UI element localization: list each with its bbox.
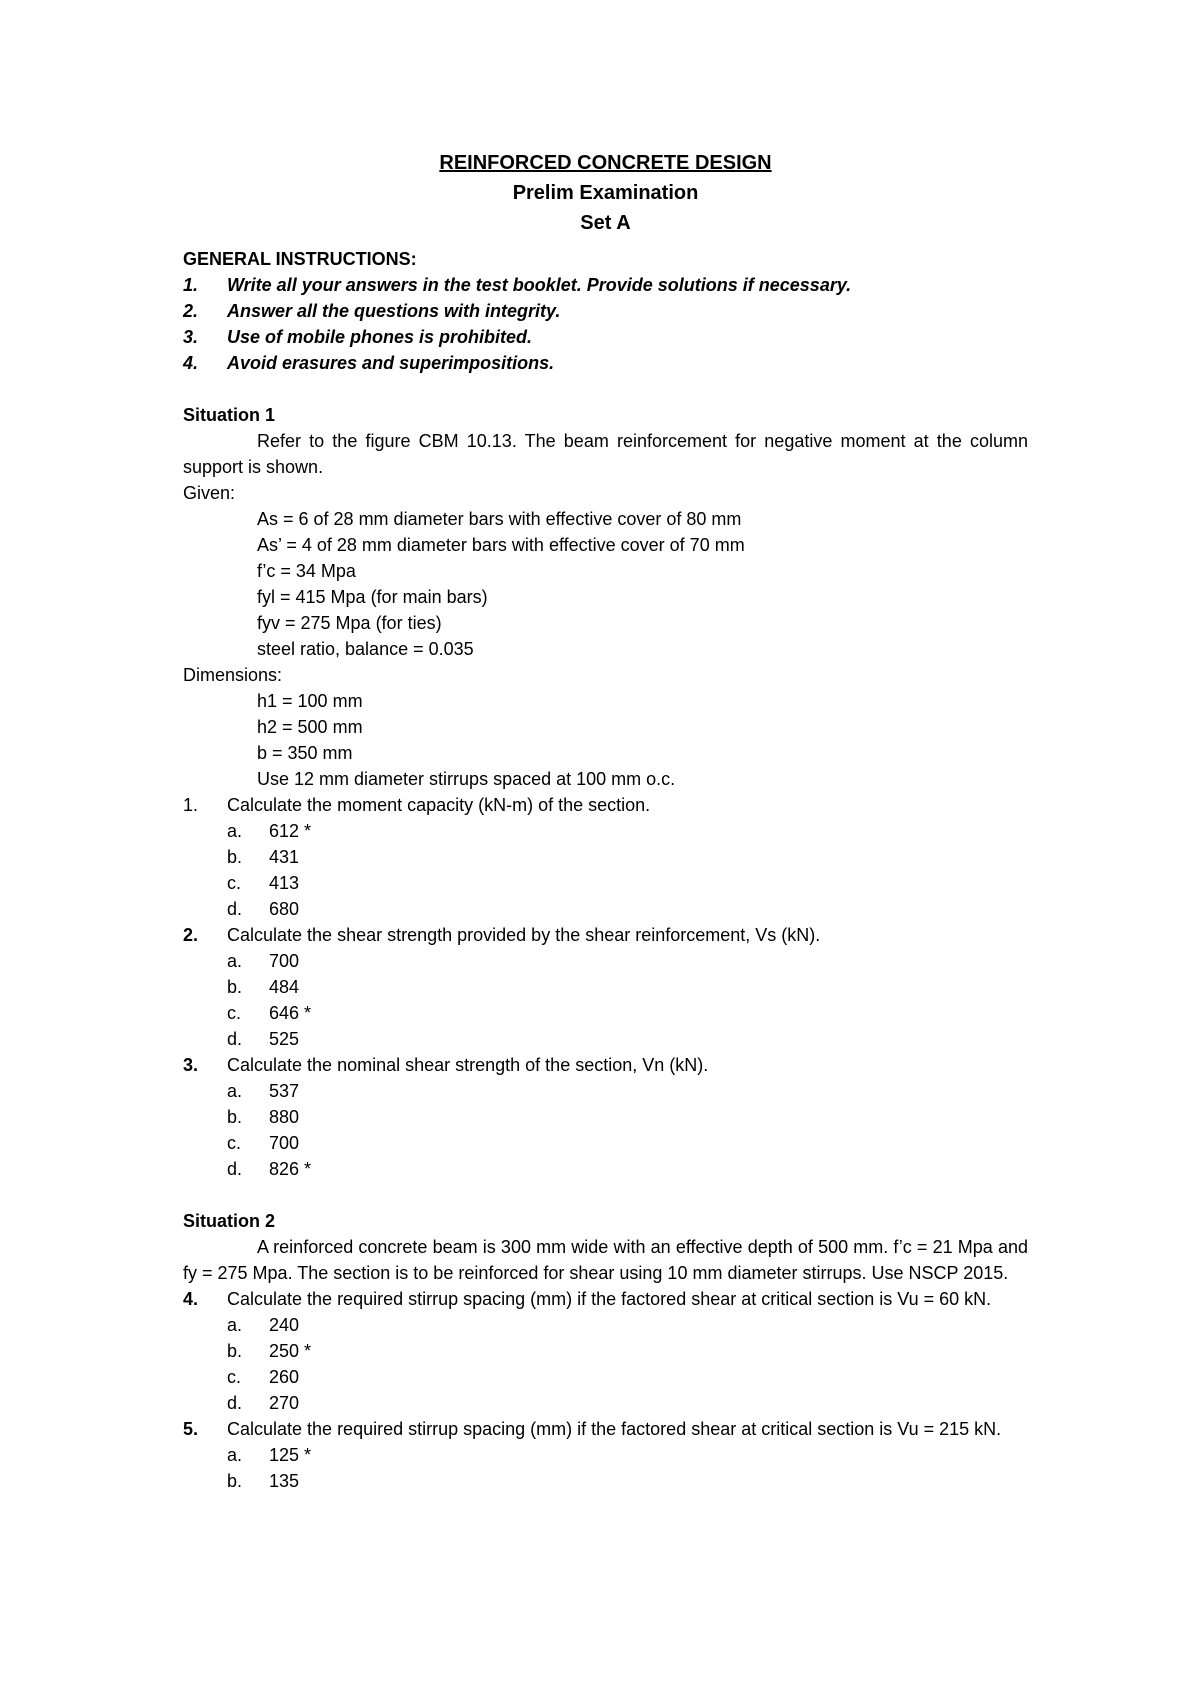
answer-option: b. 431: [227, 847, 300, 867]
answer-option: d. 525: [227, 1029, 300, 1049]
answer-option: a. 125 *: [227, 1445, 312, 1465]
exam-subtitle: Prelim Examination: [512, 182, 699, 204]
situation-1-heading: Situation 1: [183, 405, 276, 425]
answer-option: b. 135: [227, 1471, 300, 1491]
answer-option: d. 270: [227, 1393, 300, 1413]
dimension-item: b = 350 mm: [257, 743, 353, 763]
answer-option: b. 484: [227, 977, 300, 997]
instruction-item: 3. Use of mobile phones is prohibited.: [183, 327, 533, 347]
given-item: fyv = 275 Mpa (for ties): [257, 613, 442, 633]
document-title: REINFORCED CONCRETE DESIGN: [439, 152, 772, 174]
exam-page: [183, 148, 1028, 1494]
given-item: As’ = 4 of 28 mm diameter bars with effective cover of 70 mm: [257, 535, 745, 555]
question-2: 2. Calculate the shear strength provided by the shear reinforcement, Vs (kN).: [183, 925, 821, 945]
instructions-heading: GENERAL INSTRUCTIONS:: [183, 249, 417, 269]
answer-option: b. 250 *: [227, 1341, 312, 1361]
answer-option: c. 700: [227, 1133, 300, 1153]
answer-option: a. 700: [227, 951, 300, 971]
given-item: f’c = 34 Mpa: [257, 561, 356, 581]
dimension-item: h2 = 500 mm: [257, 717, 363, 737]
exam-set: Set A: [580, 212, 631, 234]
answer-option: a. 240: [227, 1315, 300, 1335]
answer-option: d. 680: [227, 899, 300, 919]
given-label: Given:: [183, 483, 236, 503]
given-item: fyl = 415 Mpa (for main bars): [257, 587, 488, 607]
answer-option: c. 413: [227, 873, 300, 893]
dimensions-label: Dimensions:: [183, 665, 283, 685]
dimension-item: h1 = 100 mm: [257, 691, 363, 711]
situation-2-intro: A reinforced concrete beam is 300 mm wide with an effective depth of 500 mm. f’c = 21 Mpa and fy = 275 Mpa. The section is to be reinforced for shear using 10 mm diameter stirrups. Use NSCP 2015.: [183, 1237, 1028, 1283]
answer-option: c. 646 *: [227, 1003, 312, 1023]
question-3: 3. Calculate the nominal shear strength of the section, Vn (kN).: [183, 1055, 709, 1075]
answer-option: d. 826 *: [227, 1159, 312, 1179]
answer-option: a. 537: [227, 1081, 300, 1101]
given-item: As = 6 of 28 mm diameter bars with effective cover of 80 mm: [257, 509, 742, 529]
given-item: steel ratio, balance = 0.035: [257, 639, 474, 659]
instruction-item: 4. Avoid erasures and superimpositions.: [183, 353, 555, 373]
instruction-item: 2. Answer all the questions with integrity.: [183, 301, 561, 321]
answer-option: b. 880: [227, 1107, 300, 1127]
situation-2-heading: Situation 2: [183, 1211, 276, 1231]
question-4: 4. Calculate the required stirrup spacing (mm) if the factored shear at critical section is Vu = 60 kN.: [183, 1289, 992, 1309]
instructions-list: [183, 272, 1028, 376]
question-5: 5. Calculate the required stirrup spacing (mm) if the factored shear at critical section is Vu = 215 kN.: [183, 1419, 1002, 1439]
question-1: 1. Calculate the moment capacity (kN-m) of the section.: [183, 795, 651, 815]
dimension-item: Use 12 mm diameter stirrups spaced at 100 mm o.c.: [257, 769, 676, 789]
situation-1-intro: Refer to the figure CBM 10.13. The beam reinforcement for negative moment at the column support is shown.: [183, 431, 1028, 477]
answer-option: c. 260: [227, 1367, 300, 1387]
instruction-item: 1. Write all your answers in the test booklet. Provide solutions if necessary.: [183, 275, 852, 295]
answer-option: a. 612 *: [227, 821, 312, 841]
